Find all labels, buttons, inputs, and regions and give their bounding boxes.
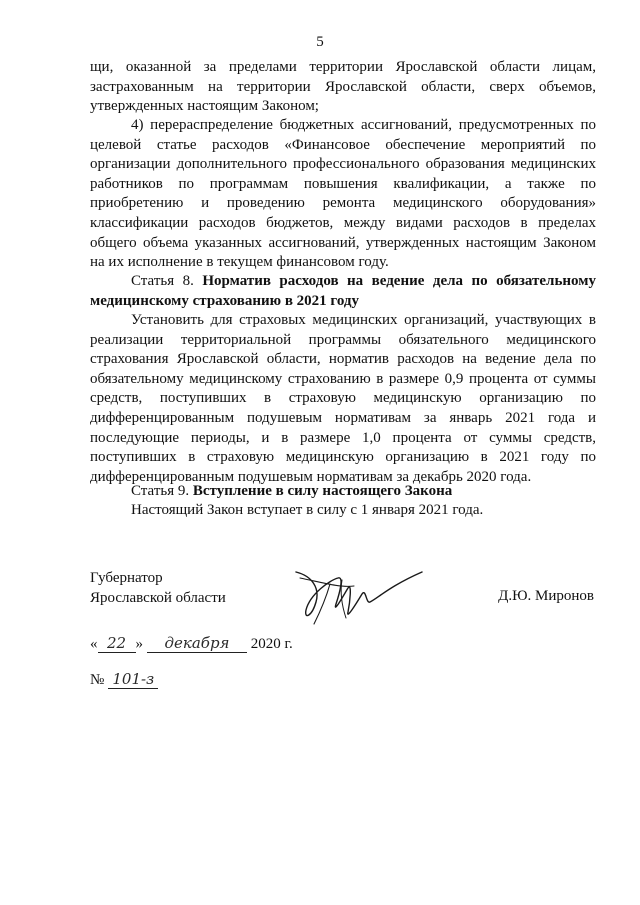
article-9-title: Вступление в силу настоящего Закона	[192, 483, 453, 499]
article-9-heading	[90, 482, 596, 502]
date-day: 22	[98, 634, 136, 653]
article-9-text: Настоящий Закон вступает в силу с 1 января 2021 года.	[131, 502, 484, 518]
date-month: декабря	[147, 634, 247, 653]
date-open-quote: «	[90, 636, 98, 652]
page-number: 5	[316, 34, 324, 50]
article-9-label: Статья 9.	[131, 483, 190, 499]
article-8-title: Норматив расходов на ведение дела по обязательному медицинскому страхованию в 2021 году	[90, 273, 596, 309]
paragraph-continuation: щи, оказанной за пределами территории Ярославской области лицам, застрахованным на территории Ярославской области, сверх объемов, утвержденных настоящим Законом;	[90, 59, 596, 115]
number-prefix: №	[90, 672, 105, 688]
date-year: 2020 г.	[250, 636, 293, 652]
article-8-heading	[90, 272, 596, 311]
handwritten-signature	[290, 558, 430, 630]
number-value: 101-з	[108, 670, 158, 689]
law-number	[90, 670, 158, 689]
paragraph-item-4: 4) перераспределение бюджетных ассигнований, предусмотренных по целевой статье расходов «Финансовое обеспечение мероприятий по организации дополнительного профессионального образования медицинских работников по программам повышения квалификации, а также по приобретению и проведению ремонта медицинского оборудования» классификации расходов бюджетов, между видами расходов в пределах общего объема указанных ассигнований, утвержденных настоящим Законом на их исполнение в текущем финансовом году.	[90, 117, 596, 271]
article-8-text: Установить для страховых медицинских организаций, участвующих в реализации территориальной программы обязательного медицинского страхования Ярославской области, норматив расходов на ведение дела по обязательному медицинскому страхованию в размере 0,9 процента от суммы средств, поступивших в страховую медицинскую организацию по дифференцированным подушевым нормативам за январь 2021 года и последующие периоды, и в размере 1,0 процента от суммы средств, поступивших в страховую медицинскую организацию в 2021 году по дифференцированным подушевым нормативам за декабрь 2020 года.	[90, 312, 596, 485]
signer-title-line-1: Губернатор	[90, 570, 163, 586]
signer-title-line-2: Ярославской области	[90, 589, 226, 606]
date-close-quote: »	[135, 636, 143, 652]
signer-name: Д.Ю. Миронов	[498, 588, 594, 604]
article-8-label: Статья 8.	[131, 273, 194, 289]
signer-title	[90, 569, 226, 608]
signing-date	[90, 634, 293, 653]
